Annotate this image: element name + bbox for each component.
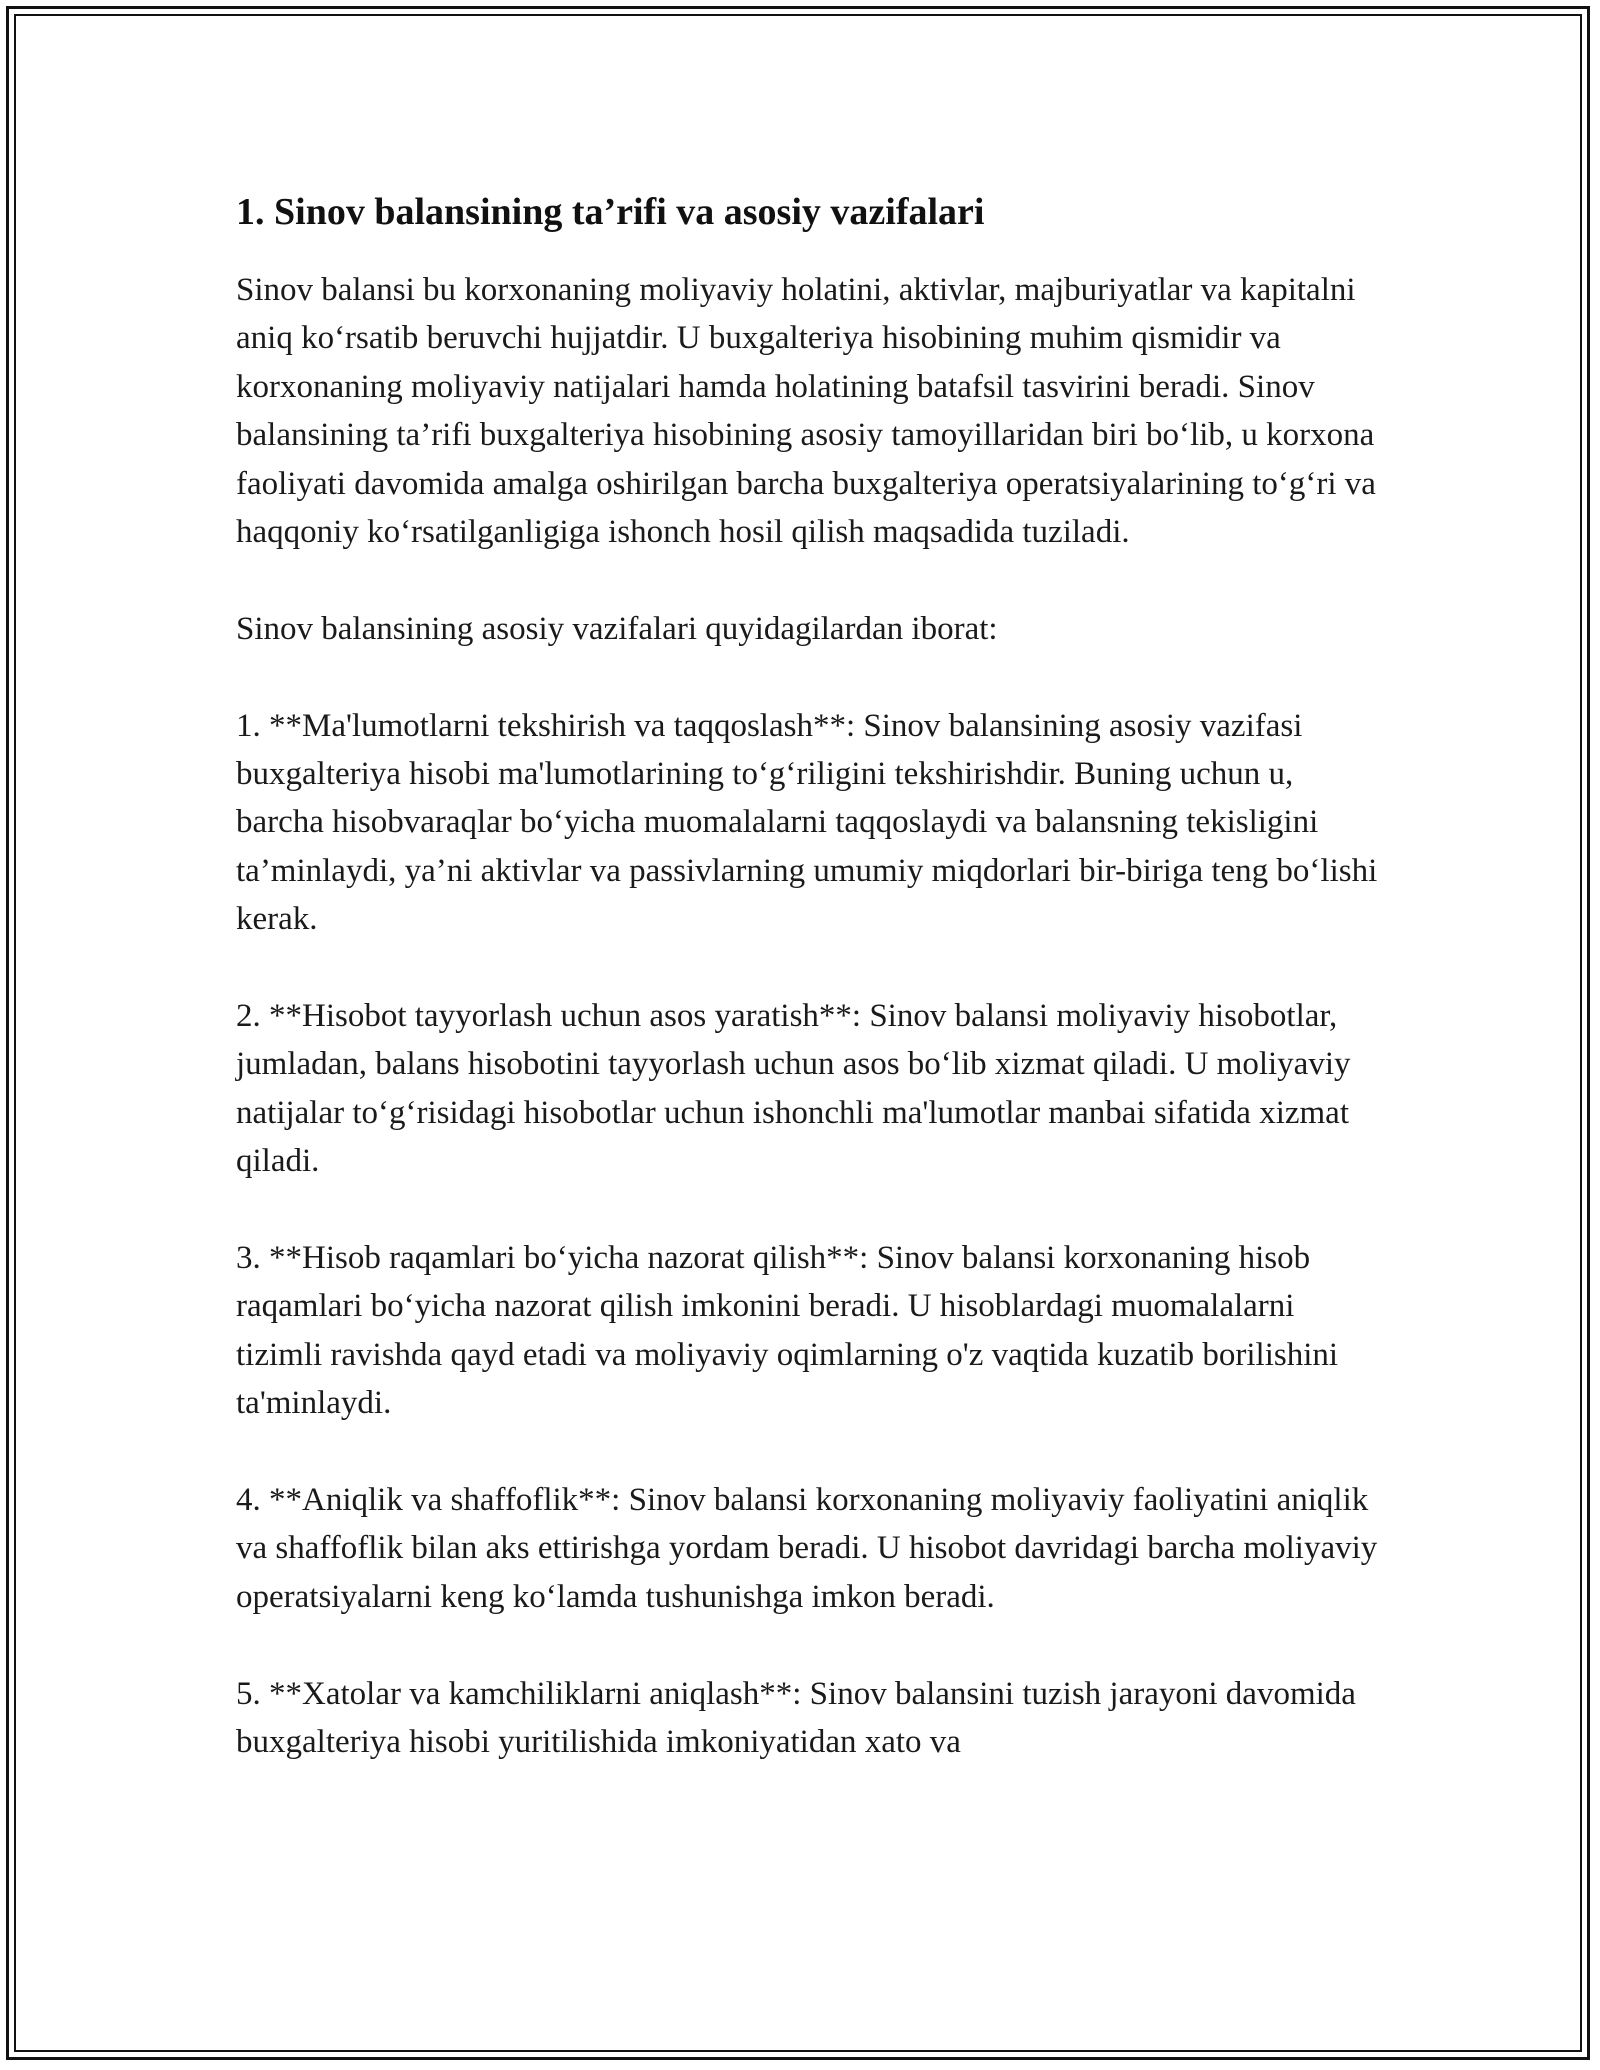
section-heading: 1. Sinov balansining ta’rifi va asosiy vazifalari (236, 191, 985, 233)
task-item-2: 2. **Hisobot tayyorlash uchun asos yaratish**: Sinov balansi moliyaviy hisobotlar, jumladan, balans hisobotini tayyorlash uchun asos bo‘lib xizmat qiladi. U moliyaviy natijalar to‘g‘risidagi hisobotlar uchun ishonchli ma'lumotlar manbai sifatida xizmat qiladi. (236, 998, 1351, 1180)
task-item-3: 3. **Hisob raqamlari bo‘yicha nazorat qilish**: Sinov balansi korxonaning hisob raqamlari bo‘yicha nazorat qilish imkonini beradi. U hisoblardagi muomalalarni tizimli ravishda qayd etadi va moliyaviy oqimlarning o'z vaqtida kuzatib borilishini ta'minlaydi. (236, 1240, 1339, 1422)
tasks-intro-paragraph: Sinov balansining asosiy vazifalari quyidagilardan iborat: (236, 610, 998, 647)
task-item-1: 1. **Ma'lumotlarni tekshirish va taqqoslash**: Sinov balansining asosiy vazifasi buxgalteriya hisobi ma'lumotlarining to‘g‘riligini tekshirishdir. Buning uchun u, barcha hisobvaraqlar bo‘yicha muomalalarni taqqoslaydi va balansning tekisligini ta’minlaydi, ya’ni aktivlar va passivlarning umumiy miqdorlari bir-biriga teng bo‘lishi kerak. (236, 707, 1378, 938)
definition-paragraph: Sinov balansi bu korxonaning moliyaviy holatini, aktivlar, majburiyatlar va kapitalni aniq ko‘rsatib beruvchi hujjatdir. U buxgalteriya hisobining muhim qismidir va korxonaning moliyaviy natijalari hamda holatining batafsil tasvirini beradi. Sinov balansining ta’rifi buxgalteriya hisobining asosiy tamoyillaridan biri bo‘lib, u korxona faoliyati davomida amalga oshirilgan barcha buxgalteriya operatsiyalarining to‘g‘ri va haqqoniy ko‘rsatilganligiga ishonch hosil qilish maqsadida tuziladi. (236, 272, 1376, 551)
task-item-5: 5. **Xatolar va kamchiliklarni aniqlash**: Sinov balansini tuzish jarayoni davomida buxgalteriya hisobi yuritilishida imkoniyatidan xato va (236, 1675, 1356, 1761)
task-item-4: 4. **Aniqlik va shaffoflik**: Sinov balansi korxonaning moliyaviy faoliyatini aniqlik va shaffoflik bilan aks ettirishga yordam beradi. U hisobot davridagi barcha moliyaviy operatsiyalarni keng ko‘lamda tushunishga imkon beradi. (236, 1482, 1378, 1615)
document-body (236, 188, 1386, 1767)
